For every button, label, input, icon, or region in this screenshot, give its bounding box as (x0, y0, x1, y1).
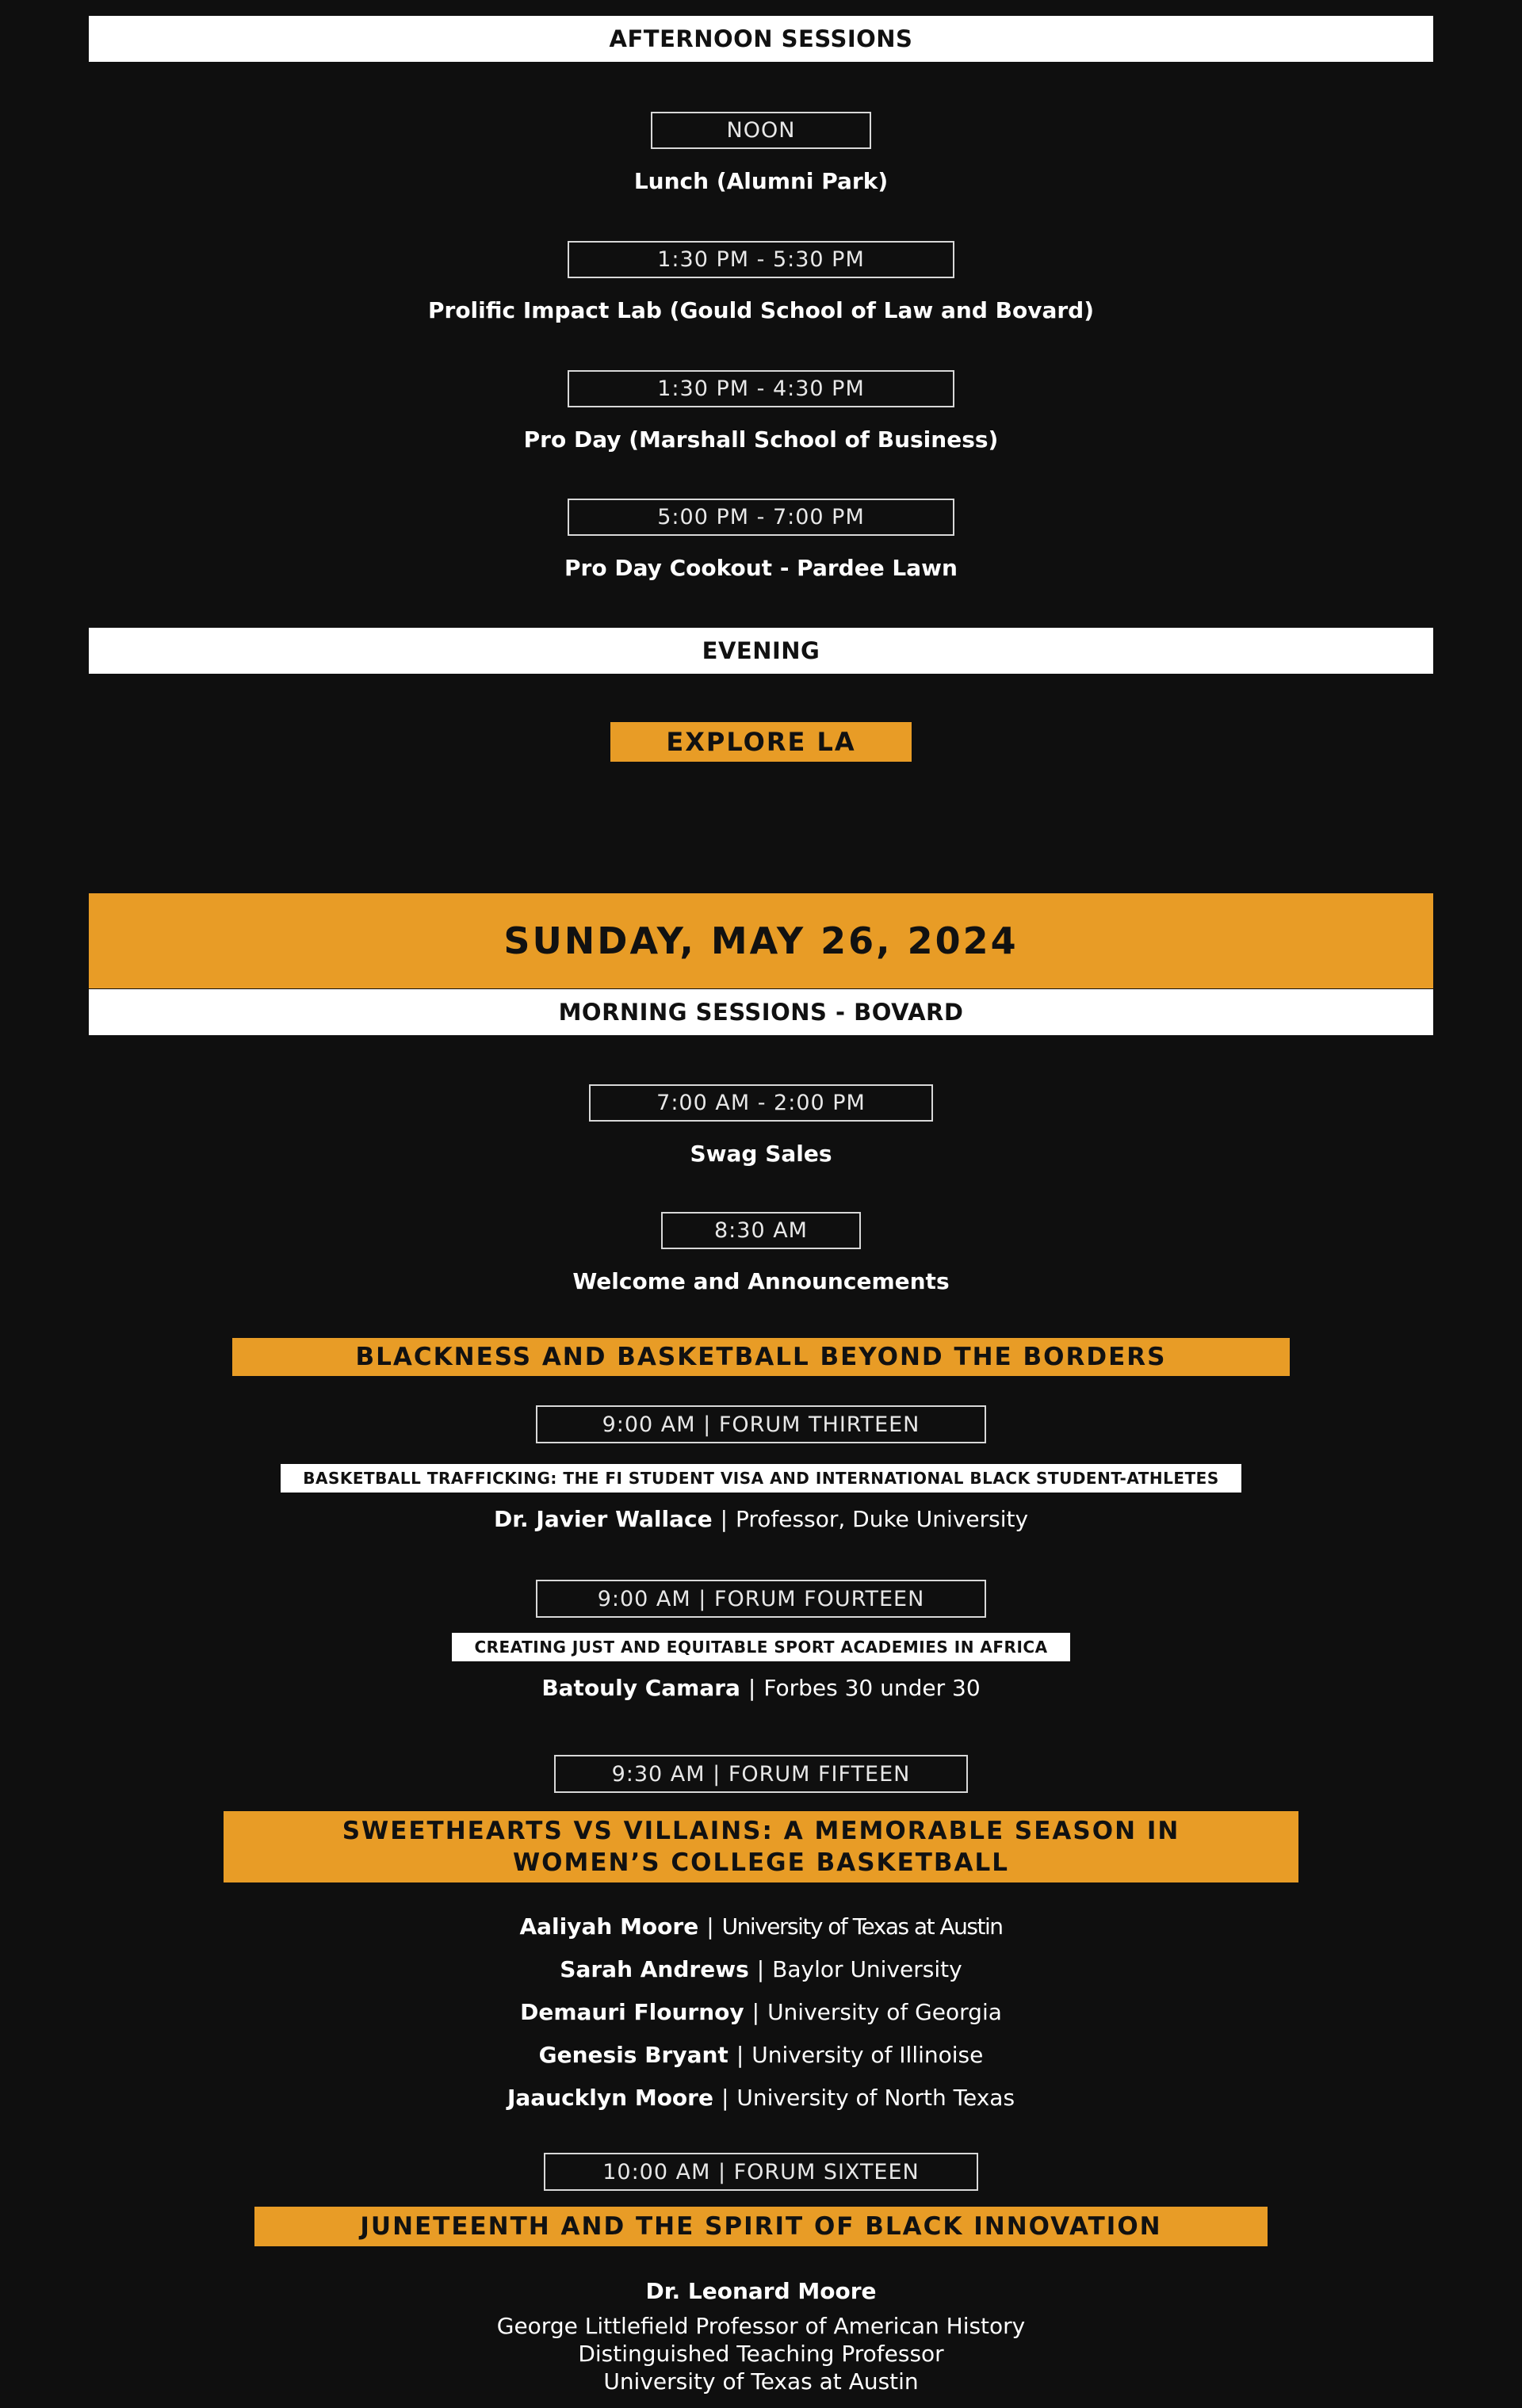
speaker-affiliation: Forbes 30 under 30 (763, 1675, 981, 1701)
speaker-affiliation: Professor, Duke University (736, 1506, 1029, 1532)
swag-sales-title: Swag Sales (690, 1141, 832, 1167)
impact-lab-title: Prolific Impact Lab (Gould School of Law and Bovard) (427, 297, 1095, 323)
panelist-affiliation: University of Texas at Austin (721, 1913, 1003, 1940)
separator: | (706, 1913, 714, 1940)
forum-fourteen-speaker (541, 1675, 980, 1701)
time-welcome: 8:30 AM (661, 1212, 861, 1249)
time-cookout: 5:00 PM - 7:00 PM (568, 499, 954, 536)
separator: | (721, 2085, 729, 2111)
cookout-title: Pro Day Cookout - Pardee Lawn (564, 555, 958, 581)
lunch-title: Lunch (Alumni Park) (633, 168, 889, 194)
pro-day-title: Pro Day (Marshall School of Business) (523, 426, 999, 453)
speaker-name: Dr. Javier Wallace (493, 1506, 713, 1532)
evening-header: EVENING (89, 628, 1433, 674)
panelist (520, 1999, 1002, 2025)
time-forum-fourteen: 9:00 AM | FORUM FOURTEEN (536, 1580, 986, 1618)
afternoon-sessions-header: AFTERNOON SESSIONS (89, 16, 1433, 62)
forum-thirteen-topic: BASKETBALL TRAFFICKING: THE FI STUDENT VISA AND INTERNATIONAL BLACK STUDENT-ATHLETES (281, 1464, 1241, 1493)
separator: | (751, 1999, 760, 2025)
panelist (539, 2042, 984, 2068)
forum-fifteen-title-line1: SWEETHEARTS VS VILLAINS: A MEMORABLE SEASON IN (342, 1817, 1180, 1845)
panelist-name: Aaliyah Moore (519, 1913, 699, 1940)
panelist-affiliation: University of North Texas (736, 2085, 1015, 2111)
time-swag-sales: 7:00 AM - 2:00 PM (589, 1084, 933, 1122)
panelist-name: Sarah Andrews (560, 1956, 749, 1982)
time-pro-day: 1:30 PM - 4:30 PM (568, 370, 954, 407)
panelist (560, 1956, 962, 1982)
separator: | (756, 1956, 765, 1982)
time-forum-sixteen: 10:00 AM | FORUM SIXTEEN (544, 2153, 978, 2191)
panelist-affiliation: University of Georgia (767, 1999, 1002, 2025)
time-noon: NOON (651, 112, 871, 149)
panelist-name: Demauri Flournoy (520, 1999, 744, 2025)
panelist (519, 1913, 1002, 1940)
panelist-name: Jaaucklyn Moore (507, 2085, 713, 2111)
time-forum-thirteen: 9:00 AM | FORUM THIRTEEN (536, 1405, 986, 1443)
forum-fifteen-title-line2: WOMEN’S COLLEGE BASKETBALL (512, 1848, 1010, 1877)
separator: | (720, 1506, 728, 1532)
forum-thirteen-speaker (494, 1506, 1028, 1532)
speaker-credit-line: George Littlefield Professor of American History (496, 2313, 1026, 2339)
forum-sixteen-speaker-name: Dr. Leonard Moore (645, 2278, 877, 2304)
explore-la-badge: EXPLORE LA (610, 722, 912, 762)
speaker-credit-line: University of Texas at Austin (603, 2368, 919, 2395)
separator: | (736, 2042, 744, 2068)
panelist-name: Genesis Bryant (538, 2042, 728, 2068)
speaker-credit-line: Distinguished Teaching Professor (578, 2341, 944, 2367)
panelist-affiliation: University of Illinoise (751, 2042, 984, 2068)
welcome-title: Welcome and Announcements (572, 1268, 950, 1294)
sunday-date-banner (89, 893, 1433, 988)
forum-fifteen-title (224, 1811, 1298, 1882)
morning-sessions-header: MORNING SESSIONS - BOVARD (89, 989, 1433, 1035)
forum-sixteen-title: JUNETEENTH AND THE SPIRIT OF BLACK INNOVATION (254, 2207, 1268, 2246)
speaker-name: Batouly Camara (541, 1675, 740, 1701)
sunday-date: SUNDAY, MAY 26, 2024 (503, 919, 1019, 962)
separator: | (748, 1675, 756, 1701)
theme-beyond-borders: BLACKNESS AND BASKETBALL BEYOND THE BORDERS (232, 1338, 1290, 1376)
panelist-affiliation: Baylor University (772, 1956, 962, 1982)
forum-fourteen-topic: CREATING JUST AND EQUITABLE SPORT ACADEMIES IN AFRICA (452, 1633, 1070, 1661)
time-forum-fifteen: 9:30 AM | FORUM FIFTEEN (554, 1755, 968, 1793)
panelist (507, 2085, 1015, 2111)
time-impact-lab: 1:30 PM - 5:30 PM (568, 241, 954, 278)
